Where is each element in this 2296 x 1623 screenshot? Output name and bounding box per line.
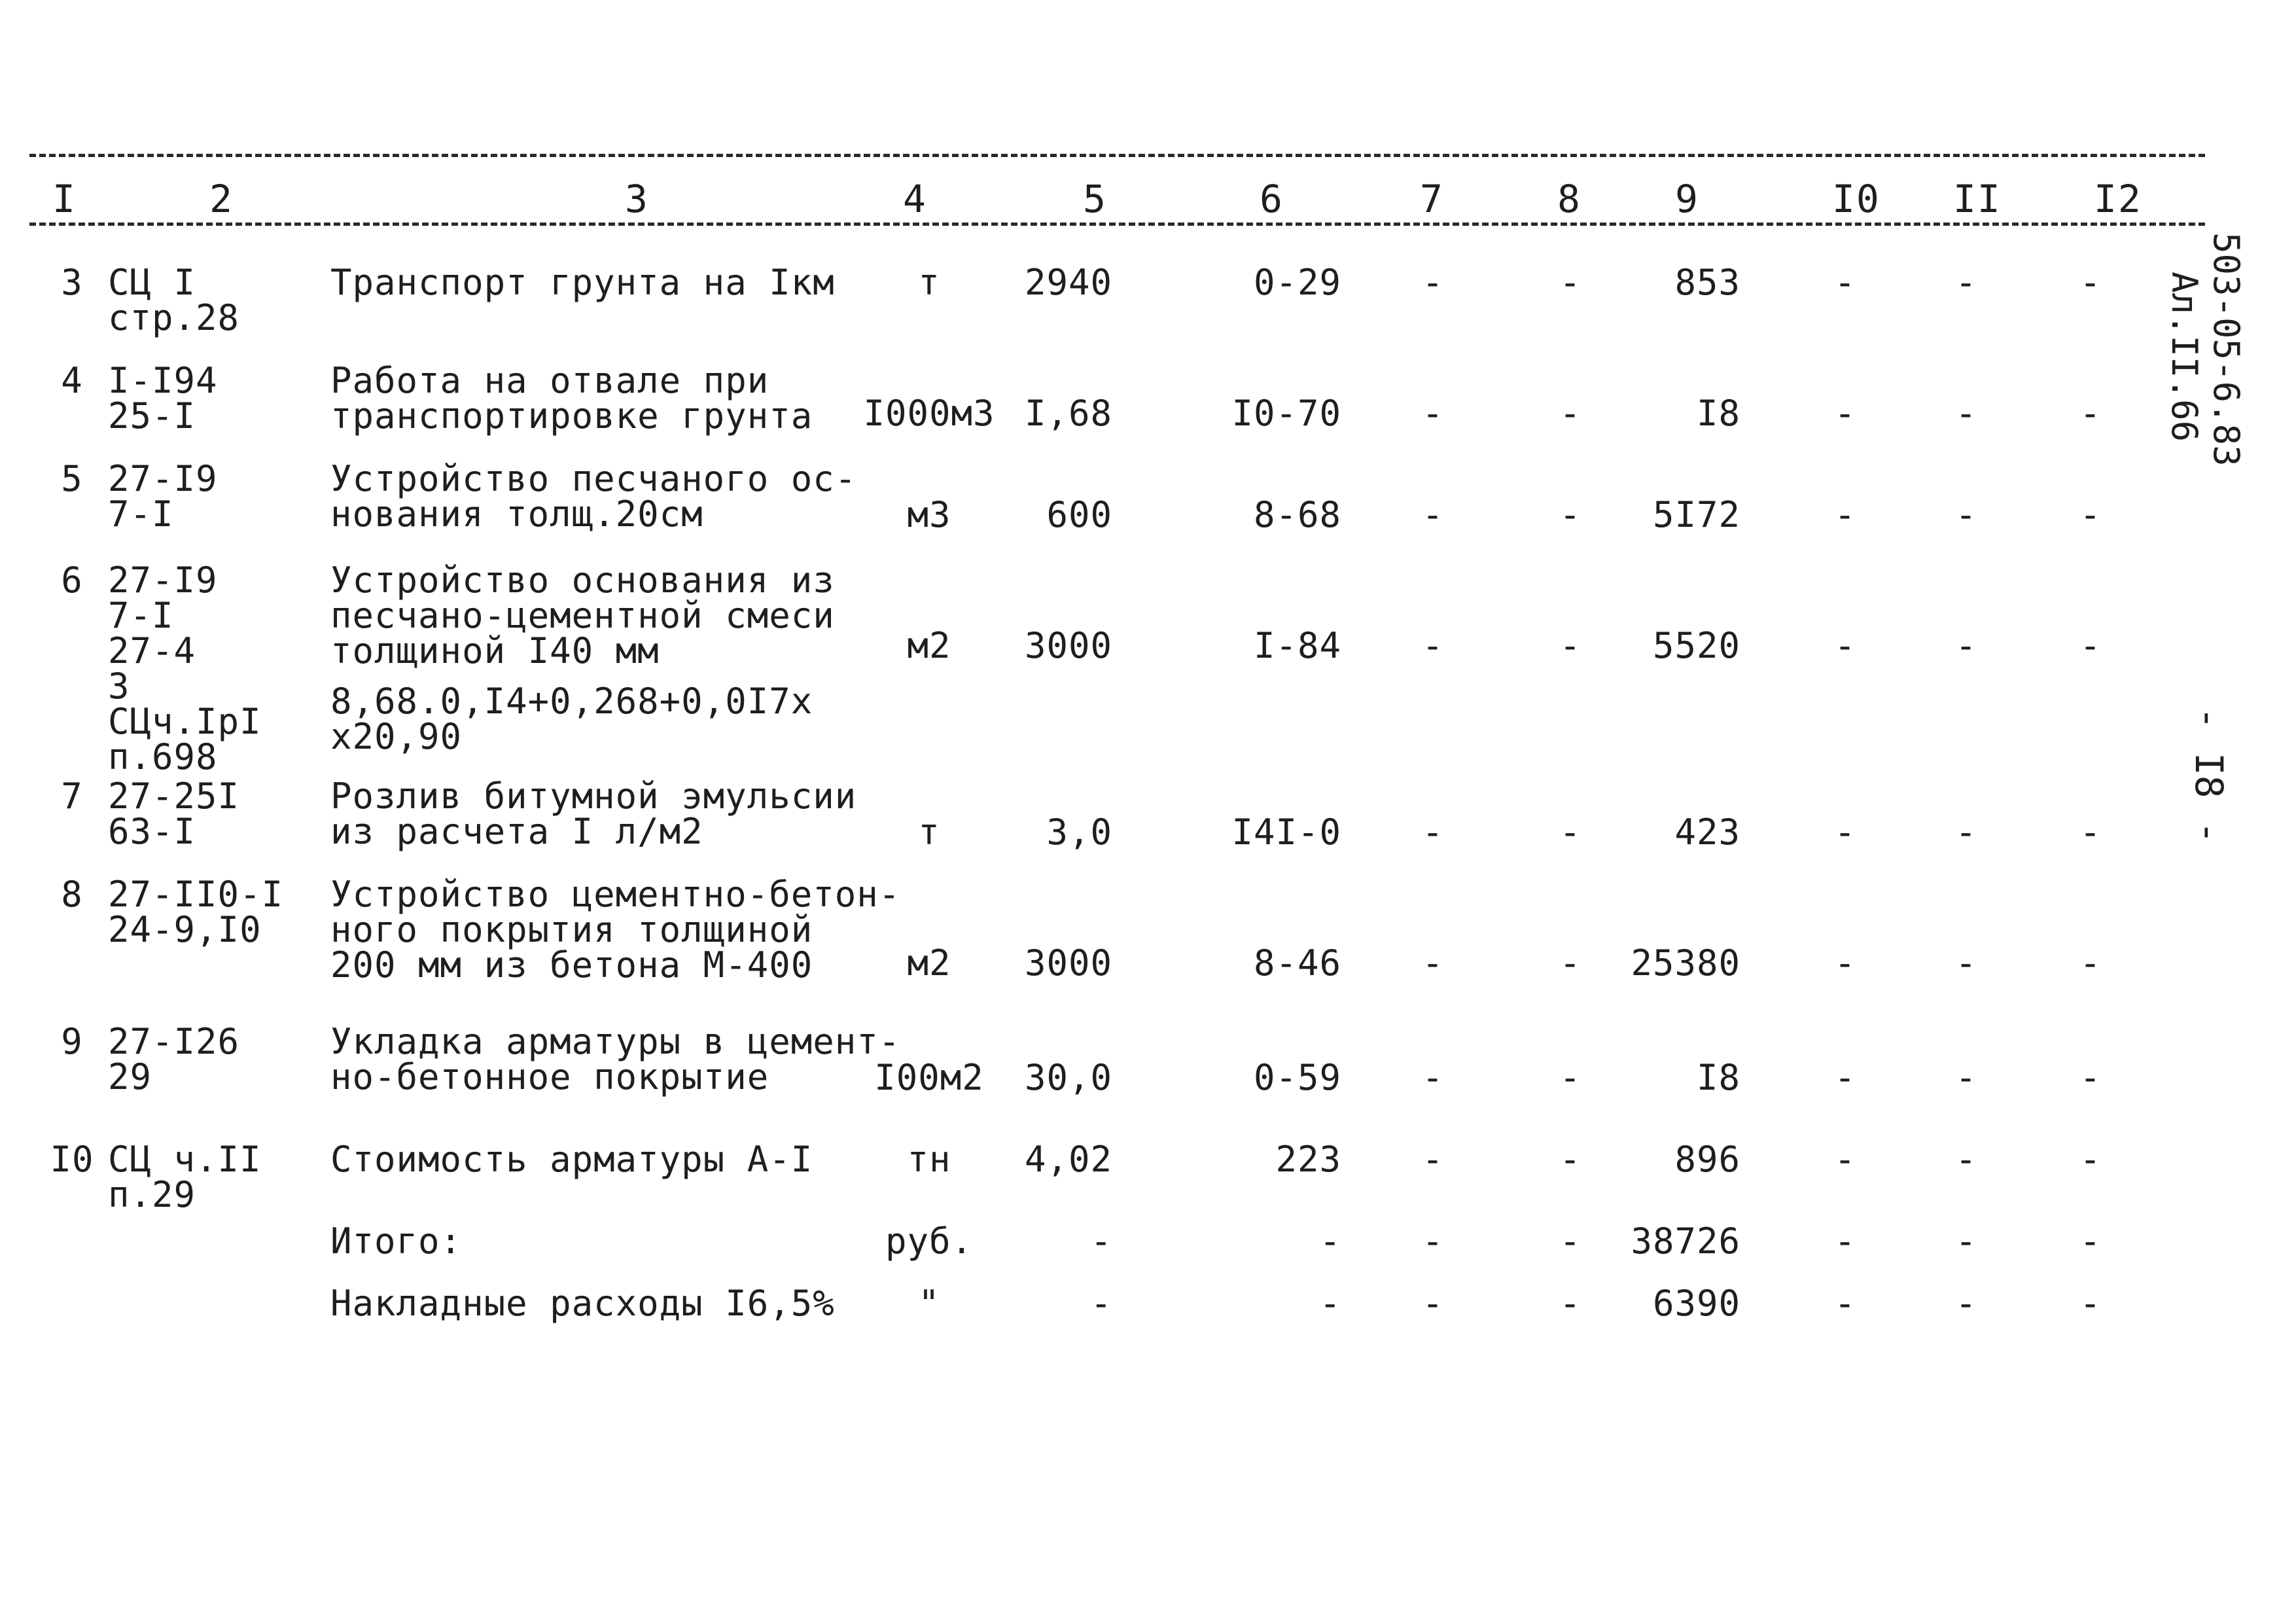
norm-code: 27-25I 63-I [108, 776, 240, 852]
cell-price: 0-29 [1253, 262, 1341, 303]
column-header-3: 3 [625, 177, 649, 221]
cell-c8: - [1559, 494, 1581, 535]
cell-c12: - [2079, 625, 2102, 666]
cell-price: 223 [1275, 1139, 1341, 1180]
work-description: Устройство цементно-бетон- ного покрытия толщиной 200 мм из бетона М-400 [330, 874, 901, 986]
document-code-number: 503-05-6.83 [2206, 232, 2247, 467]
row-number: I0 [50, 1139, 94, 1180]
cell-c10: - [1834, 1221, 1856, 1262]
cell-c10: - [1834, 1057, 1856, 1098]
work-description: Транспорт грунта на Iкм [330, 262, 835, 303]
cell-c8: - [1559, 942, 1581, 984]
work-description: Устройство песчаного ос- нования толщ.20см [330, 458, 857, 535]
top-dashed-rule [29, 154, 2205, 157]
row-number: 3 [61, 262, 83, 303]
cell-price: I-84 [1253, 625, 1341, 666]
cell-c12: - [2079, 494, 2102, 535]
work-description: Накладные расходы I6,5% [330, 1283, 835, 1324]
cell-unit: т [918, 812, 940, 853]
column-header-1: I [52, 177, 77, 221]
cell-c12: - [2079, 942, 2102, 984]
work-description: Устройство основания из песчано-цементной смеси толщиной I40 мм [330, 560, 835, 671]
page-number-text: - I8 - [2187, 707, 2231, 844]
row-number: 8 [61, 874, 83, 915]
norm-code: 27-I9 7-I [108, 458, 218, 535]
cell-c8: - [1559, 1221, 1581, 1262]
cell-total: 5I72 [1652, 494, 1740, 535]
work-description: Работа на отвале при транспортировке грунта [330, 360, 813, 437]
cell-c7: - [1422, 625, 1444, 666]
cell-c8: - [1559, 1057, 1581, 1098]
norm-code: 27-I26 29 [108, 1021, 240, 1097]
cell-unit: " [918, 1283, 940, 1324]
cell-total: 6390 [1652, 1283, 1740, 1324]
cell-c11: - [1955, 812, 1977, 853]
row-number: 5 [61, 458, 83, 499]
calc-formula: 8,68.0,I4+0,268+0,0I7х х20,90 [330, 681, 813, 757]
cell-c12: - [2079, 1139, 2102, 1180]
cell-c11: - [1955, 393, 1977, 434]
cell-c11: - [1955, 1057, 1977, 1098]
cell-c8: - [1559, 625, 1581, 666]
cell-qty: 3000 [1024, 625, 1112, 666]
cell-c8: - [1559, 1283, 1581, 1324]
cell-unit: м2 [907, 625, 951, 666]
cell-c10: - [1834, 262, 1856, 303]
norm-code: 27-I9 7-I 27-4 3 СЦч.IpI п.698 [108, 560, 262, 777]
cell-qty: 4,02 [1024, 1139, 1112, 1180]
cell-c12: - [2079, 1057, 2102, 1098]
work-description: Розлив битумной эмульсии из расчета I л/м2 [330, 776, 857, 852]
cell-c10: - [1834, 1283, 1856, 1324]
row-number: 7 [61, 776, 83, 817]
cell-qty: I,68 [1024, 393, 1112, 434]
cell-c7: - [1422, 812, 1444, 853]
column-header-11: II [1953, 177, 2002, 221]
cell-c7: - [1422, 1057, 1444, 1098]
column-header-7: 7 [1420, 177, 1444, 221]
cell-unit: м2 [907, 942, 951, 984]
cell-c11: - [1955, 262, 1977, 303]
cell-c12: - [2079, 1221, 2102, 1262]
cell-c7: - [1422, 1221, 1444, 1262]
cell-qty: 2940 [1024, 262, 1112, 303]
cell-price: 8-46 [1253, 942, 1341, 984]
cell-c10: - [1834, 1139, 1856, 1180]
cell-qty: 3,0 [1046, 812, 1112, 853]
page-number [2187, 707, 2238, 844]
cell-unit: м3 [907, 494, 951, 535]
cell-c11: - [1955, 1221, 1977, 1262]
norm-code: I-I94 25-I [108, 360, 218, 437]
cell-c10: - [1834, 393, 1856, 434]
cell-unit: т [918, 262, 940, 303]
work-description: Итого: [330, 1221, 463, 1262]
cell-total: I8 [1696, 393, 1740, 434]
cell-price: 0-59 [1253, 1057, 1341, 1098]
cell-qty: 30,0 [1024, 1057, 1112, 1098]
norm-code: 27-II0-I 24-9,I0 [108, 874, 284, 950]
column-header-4: 4 [903, 177, 927, 221]
cell-c7: - [1422, 393, 1444, 434]
cell-c8: - [1559, 262, 1581, 303]
column-header-6: 6 [1260, 177, 1284, 221]
cell-c7: - [1422, 1283, 1444, 1324]
cell-c10: - [1834, 494, 1856, 535]
cell-c10: - [1834, 942, 1856, 984]
column-header-12: I2 [2094, 177, 2142, 221]
cell-c12: - [2079, 1283, 2102, 1324]
column-header-8: 8 [1557, 177, 1581, 221]
norm-code: СЦ I стр.28 [108, 262, 240, 338]
cell-c8: - [1559, 1139, 1581, 1180]
cell-c7: - [1422, 1139, 1444, 1180]
cell-unit: руб. [885, 1221, 974, 1262]
cell-c7: - [1422, 262, 1444, 303]
cell-total: 38726 [1631, 1221, 1740, 1262]
column-header-2: 2 [209, 177, 234, 221]
row-number: 9 [61, 1021, 83, 1062]
column-header-9: 9 [1675, 177, 1699, 221]
cell-c7: - [1422, 494, 1444, 535]
document-code [2164, 232, 2247, 467]
cell-c11: - [1955, 625, 1977, 666]
work-description: Укладка арматуры в цемент- но-бетонное покрытие [330, 1021, 901, 1097]
cell-total: 896 [1674, 1139, 1740, 1180]
cell-c10: - [1834, 812, 1856, 853]
cell-c12: - [2079, 812, 2102, 853]
cell-unit: I000м3 [863, 393, 995, 434]
cell-total: 853 [1674, 262, 1740, 303]
cell-qty: - [1090, 1221, 1112, 1262]
column-header-5: 5 [1083, 177, 1107, 221]
cell-unit: I00м2 [874, 1057, 984, 1098]
column-header-10: I0 [1832, 177, 1881, 221]
album-reference: Ал.II.66 [2164, 272, 2205, 442]
cell-c11: - [1955, 1139, 1977, 1180]
cell-qty: - [1090, 1283, 1112, 1324]
cell-price: I4I-0 [1231, 812, 1341, 853]
cell-c11: - [1955, 1283, 1977, 1324]
cell-c11: - [1955, 494, 1977, 535]
cell-c7: - [1422, 942, 1444, 984]
cell-unit: тн [907, 1139, 951, 1180]
cell-c8: - [1559, 393, 1581, 434]
cell-price: 8-68 [1253, 494, 1341, 535]
cell-qty: 3000 [1024, 942, 1112, 984]
cell-total: 5520 [1652, 625, 1740, 666]
norm-code: СЦ ч.II п.29 [108, 1139, 262, 1215]
cell-price: - [1319, 1221, 1341, 1262]
cell-price: - [1319, 1283, 1341, 1324]
cell-total: 423 [1674, 812, 1740, 853]
header-dashed-rule [29, 223, 2205, 226]
work-description: Стоимость арматуры А-I [330, 1139, 813, 1180]
cell-c12: - [2079, 262, 2102, 303]
row-number: 6 [61, 560, 83, 601]
cell-c11: - [1955, 942, 1977, 984]
cell-c8: - [1559, 812, 1581, 853]
cell-price: I0-70 [1231, 393, 1341, 434]
cell-c10: - [1834, 625, 1856, 666]
row-number: 4 [61, 360, 83, 401]
cell-total: I8 [1696, 1057, 1740, 1098]
cell-total: 25380 [1631, 942, 1740, 984]
cell-c12: - [2079, 393, 2102, 434]
cell-qty: 600 [1046, 494, 1112, 535]
